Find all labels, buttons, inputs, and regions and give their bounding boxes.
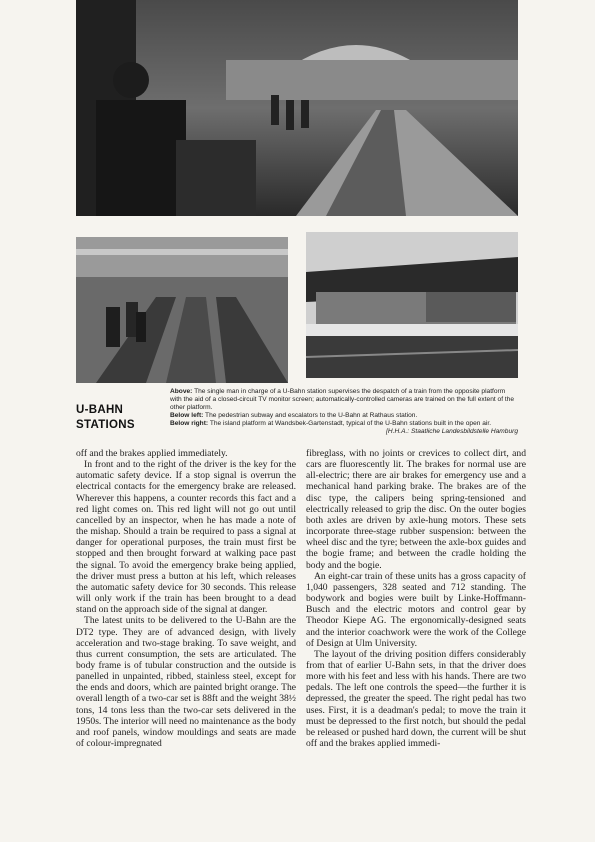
paragraph: An eight-car train of these units has a gross capacity of 1,040 passengers, 328 seated and 712 standing. The bodywork and bogies were built by Linke-Hoffmann-Busch and the electric motors and control gear by Theodor Kiepe AG. The ergonomically-designed seats and the interior coachwork were the work of the College of Design at Ulm University. (306, 570, 526, 649)
photo-top-graphic (76, 0, 518, 216)
photo-left-graphic (76, 237, 288, 383)
caption-above-text: The single man in charge of a U-Bahn station supervises the despatch of a train from the opposite platform with the aid of a closed-circuit TV monitor screen; automatically-controlled cameras are trained on the full extent of the other platform. (170, 388, 515, 412)
photo-right-graphic (306, 232, 518, 378)
paragraph: In front and to the right of the driver is the key for the automatic safety device. If a stop signal is overrun the electrical contacts for the emergency brake are released. Wherever this happens, a counter records this fact and a red light comes on. This red light will not go out until cancelled by an inspector, when he has made a note of the mishap. Should a train be required to pass a signal at danger for operational purposes, the train must first be stopped and then brought forward at walking pace past the signal. To avoid the emergency brake being applied, the driver must press a button at his left, which releases the automatic safety device for 30 seconds. This release will only work if the train has been brought to a dead stand on the approach side of the signal at danger. (76, 459, 296, 616)
paragraph: The layout of the driving position differs considerably from that of earlier U-Bahn sets, in that the driver does more with his feet and less with his hands. There are two pedals. The left one controls the speed—the further it is depressed, the greater the speed. The right pedal has two uses. First, it is a deadman's pedal; to move the train it must be depressed to the first notch, but should the pedal be released or pushed hard down, the current will be shut off and the brakes applied immedi- (306, 648, 526, 750)
paragraph: off and the brakes applied immediately. (76, 448, 228, 459)
caption-below-right (170, 420, 518, 428)
caption-right-text: The island platform at Wandsbek-Gartenstadt, typical of the U-Bahn stations built in the open air. (208, 420, 492, 428)
paragraph: fibreglass, with no joints or crevices to collect dirt, and cars are fluorescently lit. The brakes for normal use are all-electric; there are air brakes for emergency use and a mechanical hand parking brake. The brakes are of the disc type, the calipers being spring-tensioned and electrically released to grip the disc. On the outer bogies both axles are driven by axle-hung motors. These sets incorporate three-stage rubber suspension: between the wheel disc and the tyre; between the axle-box guides and the bogie frame; and between the cradle holding the body and the bogie. (306, 448, 526, 571)
body-column-right (306, 448, 526, 749)
caption-right-label: Below right: (170, 420, 209, 428)
heading-line-1: U-BAHN (76, 404, 124, 416)
photo-wandsbek-island-platform (306, 232, 518, 378)
body-column-left (76, 448, 296, 749)
section-heading (76, 403, 168, 433)
heading-line-2: STATIONS (76, 419, 135, 431)
photo-rathaus-escalators (76, 237, 288, 383)
caption-left-label: Below left: (170, 412, 204, 420)
caption-above-label: Above: (170, 388, 193, 395)
caption-above (170, 388, 518, 412)
caption-left-text: The pedestrian subway and escalators to the U-Bahn at Rathaus station. (203, 412, 418, 420)
paragraph: The latest units to be delivered to the U-Bahn are the DT2 type. They are of advanced design, with lively acceleration and two-stage braking. To save weight, and thus current consumption, the sets are articulated. The body frame is of tubular construction and the outside is panelled in unpainted, ribbed, stainless steel, except for the ends and doors, which are painted bright orange. The overall length of a two-car set is 88ft and the weight 38½ tons, 14 tons less than the two-car sets delivered in the 1950s. The interior will need no maintenance as the body and roof panels, window mouldings and seats are made of colour-impregnated (76, 615, 296, 750)
caption-below-left (170, 412, 518, 420)
photo-station-platform-supervisor (76, 0, 518, 216)
photo-caption (170, 388, 518, 437)
photo-credit: [H.H.A.: Staatliche Landesbildstelle Hamburg (386, 428, 518, 436)
